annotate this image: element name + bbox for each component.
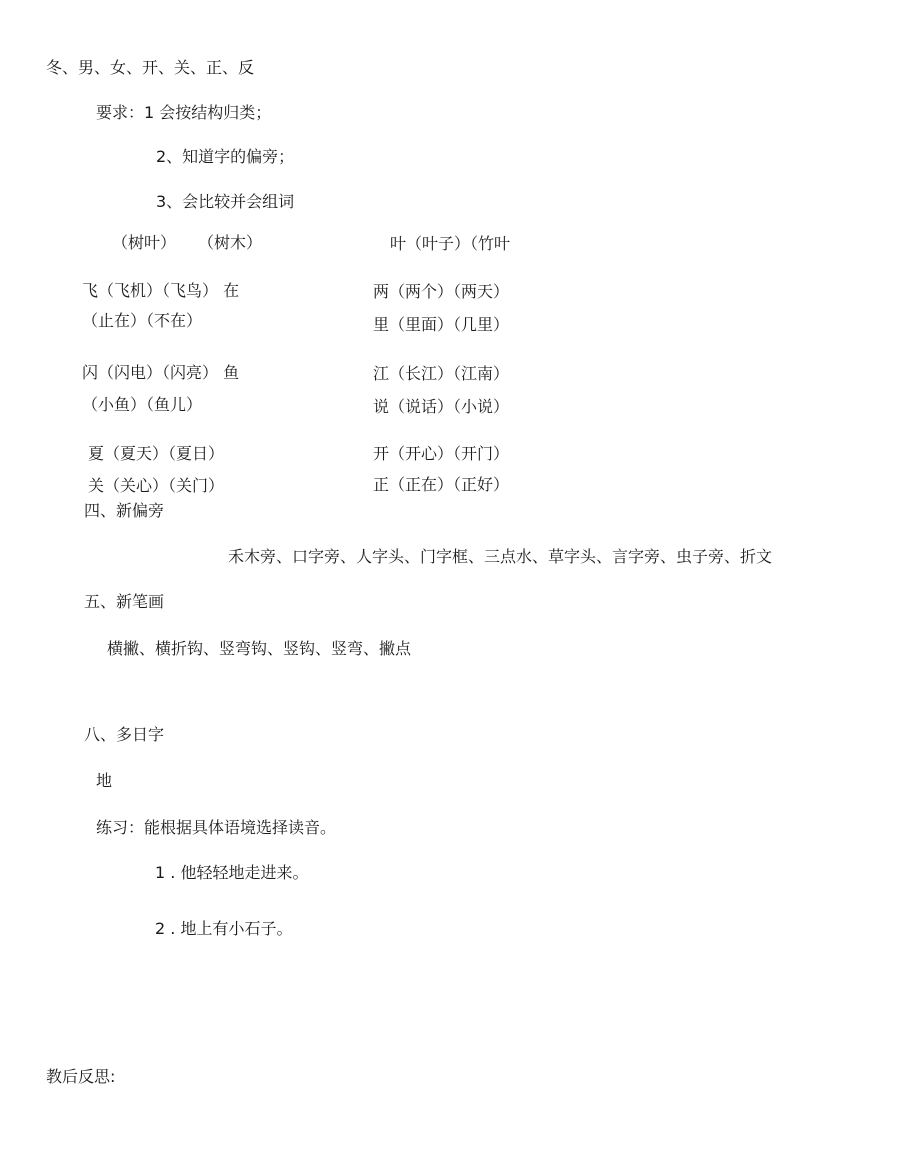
section5-title: 五、新笔画 [84,592,165,611]
word-zheng: 正（正在）（正好） [373,475,510,494]
word-yu: （小鱼）（鱼儿） [82,395,203,414]
section5-content: 横撇、横折钩、竖弯钩、竖钩、竖弯、撇点 [107,639,412,658]
requirement-3: 3、会比较并会组词 [156,192,295,211]
word-jiang: 江（长江）（江南） [373,364,510,383]
word-zai: （止在）（不在） [82,311,203,330]
word-li: 里（里面）（几里） [373,315,510,334]
word-shu-ye: （树叶） [112,233,177,252]
word-shu-mu: （树木） [198,233,263,252]
exercise-sentence-2: 2 . 地上有小石子。 [155,919,293,938]
top-characters: 冬、男、女、开、关、正、反 [46,58,255,77]
word-ye: 叶（叶子）（竹叶 [390,234,511,253]
requirement-1: 要求：1 会按结构归类； [96,103,272,122]
exercise-instruction: 练习：能根据具体语境选择读音。 [96,818,337,837]
word-liang: 两（两个）（两天） [373,282,510,301]
word-fei: 飞（飞机）（飞鸟） 在 [82,281,240,300]
word-guan: 关（关心）（关门） [88,476,225,495]
reflection-label: 教后反思: [46,1067,116,1086]
exercise-sentence-1: 1 . 他轻轻地走进来。 [155,863,309,882]
section8-title: 八、多日字 [84,725,165,744]
requirement-2: 2、知道字的偏旁； [156,147,295,166]
word-shan: 闪（闪电）（闪亮） 鱼 [82,363,240,382]
section4-title: 四、新偏旁 [84,501,165,520]
word-kai: 开（开心）（开门） [373,444,510,463]
word-xia: 夏（夏天）（夏日） [88,444,225,463]
polyphone-char: 地 [96,771,113,790]
word-shuo: 说（说话）（小说） [373,397,510,416]
section4-content: 禾木旁、口字旁、人字头、门字框、三点水、草字头、言字旁、虫子旁、折文 [228,547,773,566]
